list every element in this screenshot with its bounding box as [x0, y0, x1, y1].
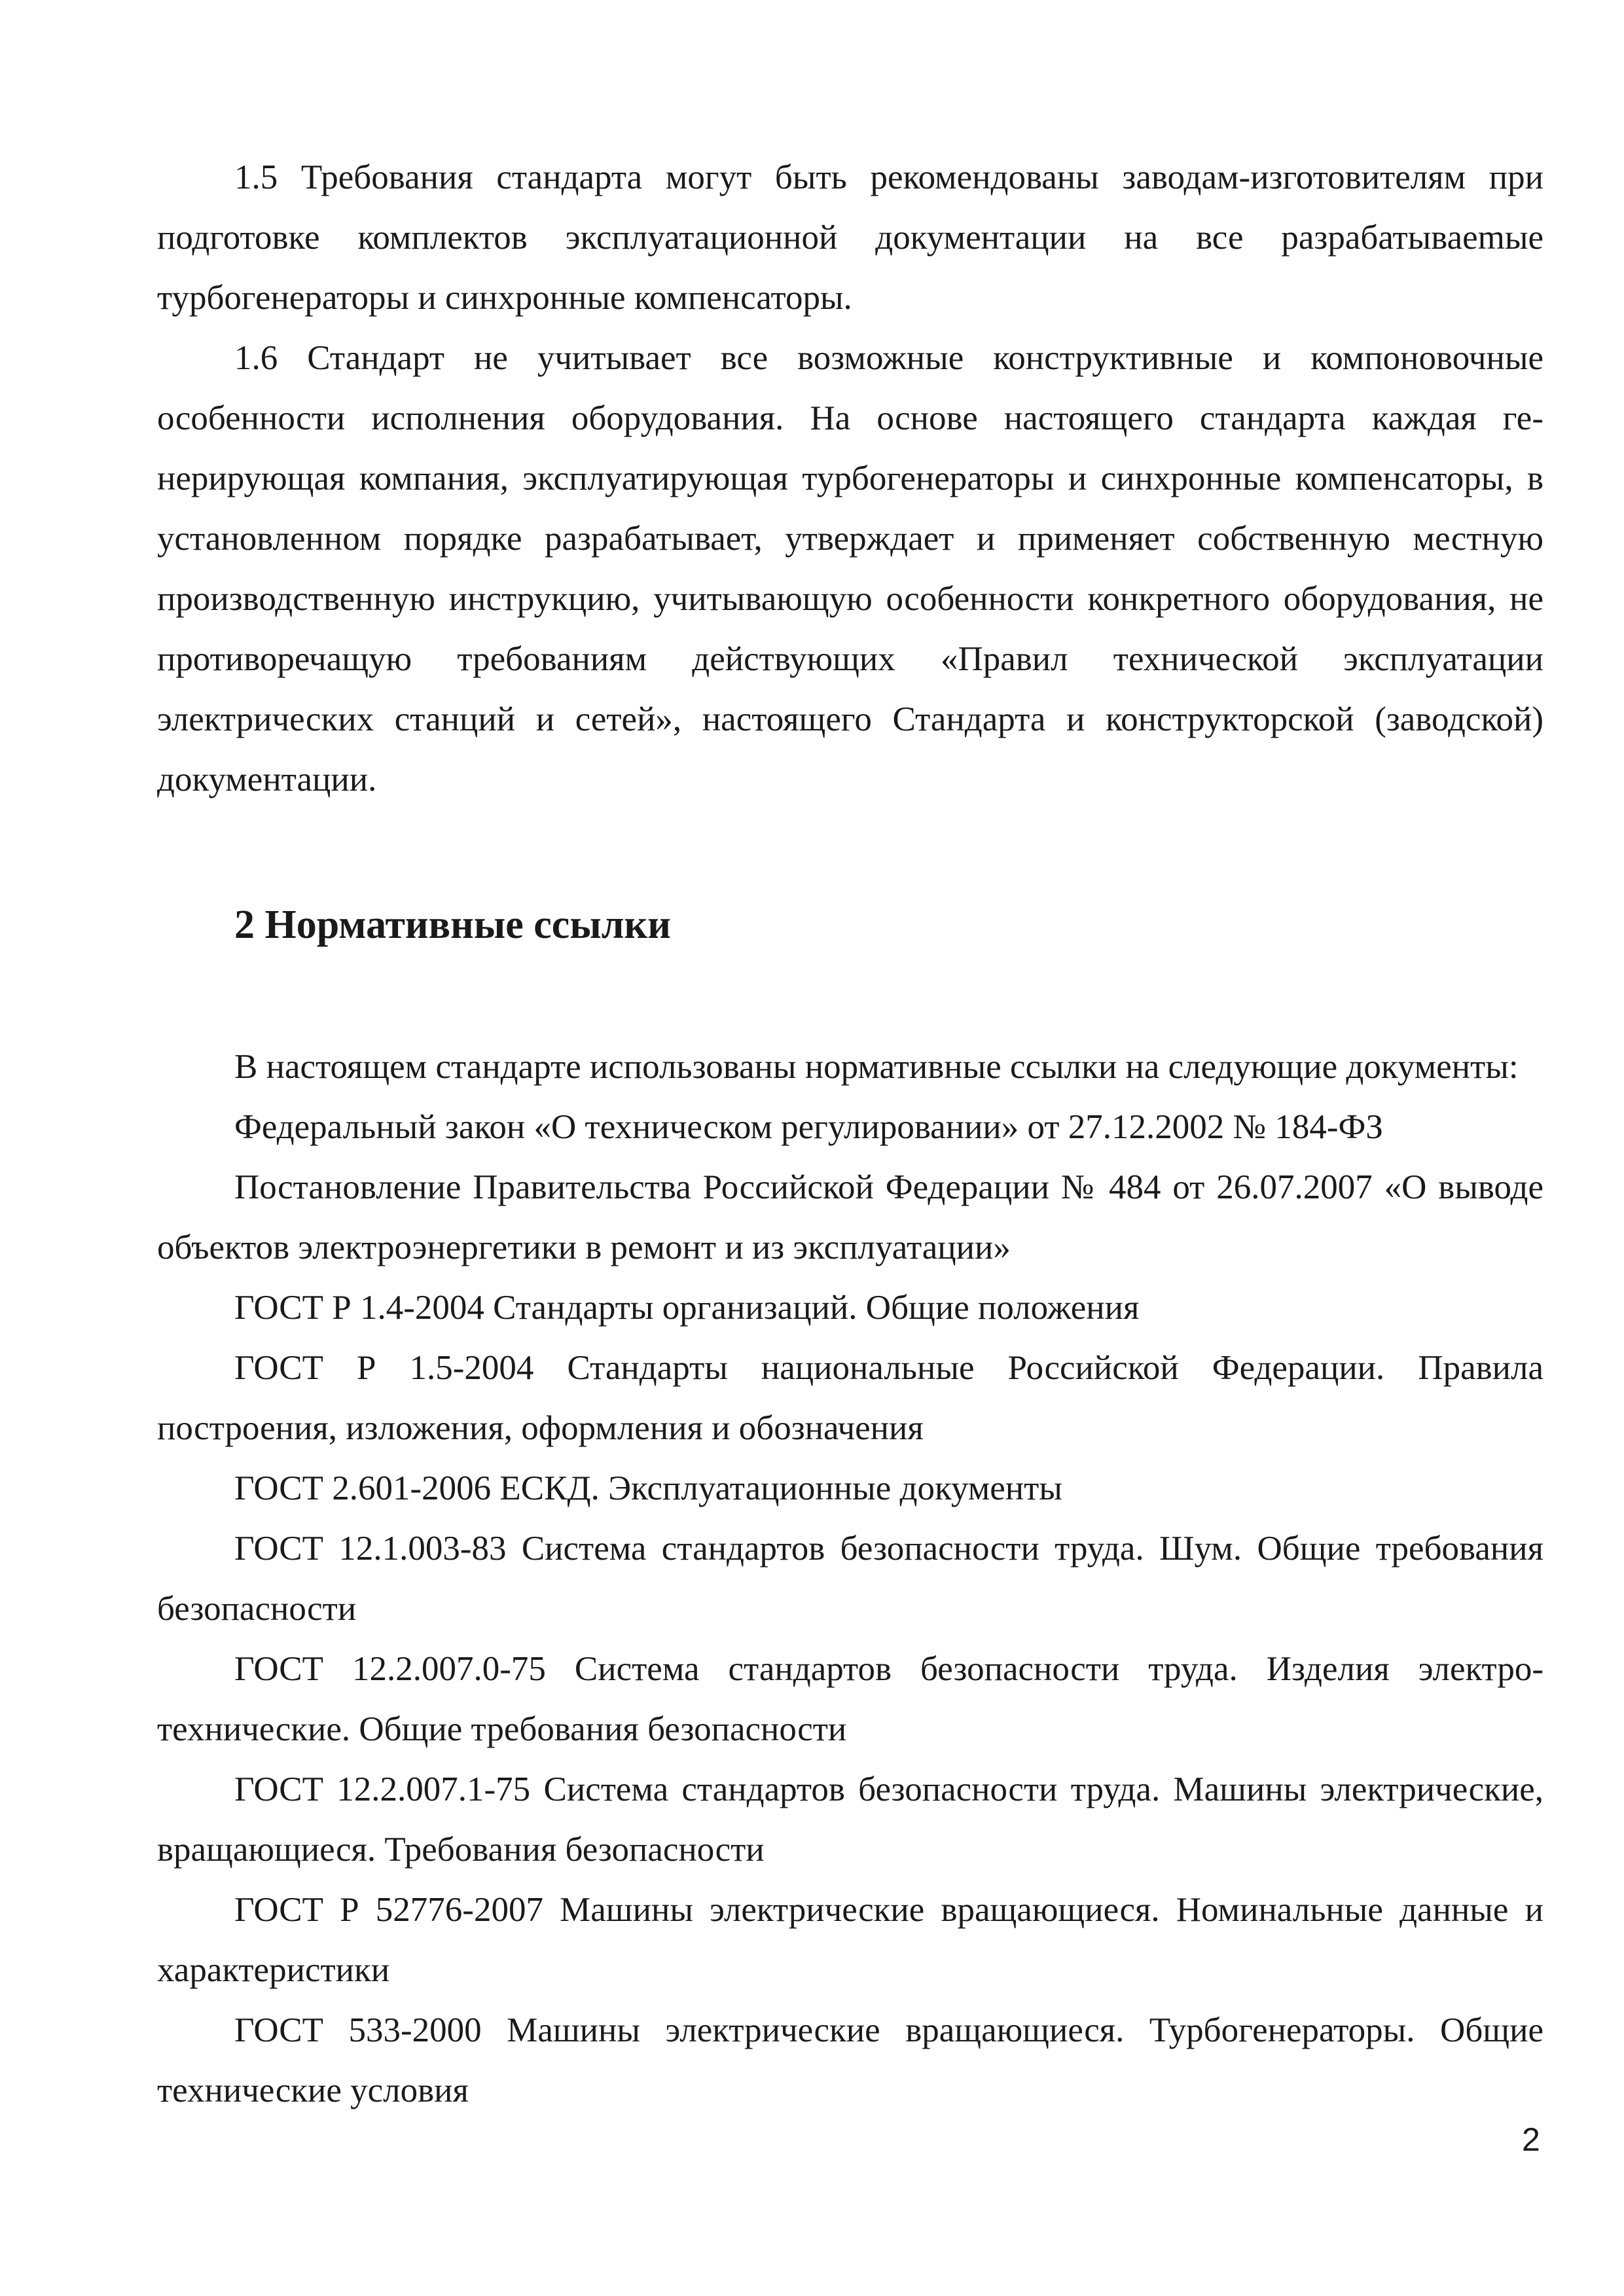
- reference-item: ГОСТ Р 1.4-2004 Стандарты организаций. Общие положения: [234, 1289, 1140, 1327]
- paragraph-1-5: 1.5 Требования стандарта могут быть рекомендованы заводам-изготовителям при подготовке комплектов эксплуатационной документации на все разрабатываеmые турбогенераторы и синхронные компенсаторы.: [157, 158, 1543, 317]
- page-number: 2: [1522, 2121, 1540, 2158]
- reference-item: ГОСТ 12.2.007.0-75 Система стандартов безопасности труда. Изделия электротехнические. Общие требования безопасности: [157, 1650, 1543, 1748]
- reference-item: ГОСТ Р 52776-2007 Машины электрические вращающиеся. Номинальные данные и характеристики: [157, 1891, 1543, 1989]
- reference-item: ГОСТ 533-2000 Машины электрические вращающиеся. Турбогенераторы. Общие технические условия: [157, 2011, 1543, 2109]
- section-heading: 2 Нормативные ссылки: [234, 903, 671, 947]
- reference-item: Постановление Правительства Российской Федерации № 484 от 26.07.2007 «О выводе объектов электроэнергетики в ремонт и из эксплуатации»: [157, 1168, 1543, 1266]
- reference-item: ГОСТ 12.2.007.1-75 Система стандартов безопасности труда. Машины электрические, вращающиеся. Требования безопасности: [157, 1770, 1543, 1869]
- reference-item: ГОСТ 12.1.003-83 Система стандартов безопасности труда. Шум. Общие требования безопасности: [157, 1530, 1543, 1628]
- reference-item: Федеральный закон «О техническом регулировании» от 27.12.2002 № 184-ФЗ: [234, 1108, 1383, 1146]
- reference-item: ГОСТ Р 1.5-2004 Стандарты национальные Российской Федерации. Правила построения, изложения, оформления и обозначения: [157, 1349, 1543, 1447]
- reference-item: ГОСТ 2.601-2006 ЕСКД. Эксплуатационные документы: [234, 1469, 1062, 1507]
- references-intro: В настоящем стандарте использованы нормативные ссылки на следующие документы:: [234, 1048, 1519, 1086]
- document-page: [157, 147, 1543, 2121]
- paragraph-1-6: 1.6 Стандарт не учитывает все возможные конструктивные и компоновочные особенности исполнения оборудования. На основе настоящего стандарта каждая генерирующая компания, эксплуатирующая турбогенераторы и синхронные компенсаторы, в установленном порядке разрабатывает, утверждает и применяет собственную местную производственную инструкцию, учитывающую особенности конкретного оборудования, не противоречащую требованиям действующих «Правил технической эксплуатации электрических станций и сетей», настоящего Стандарта и конструкторской (заводской) документации.: [157, 339, 1543, 798]
